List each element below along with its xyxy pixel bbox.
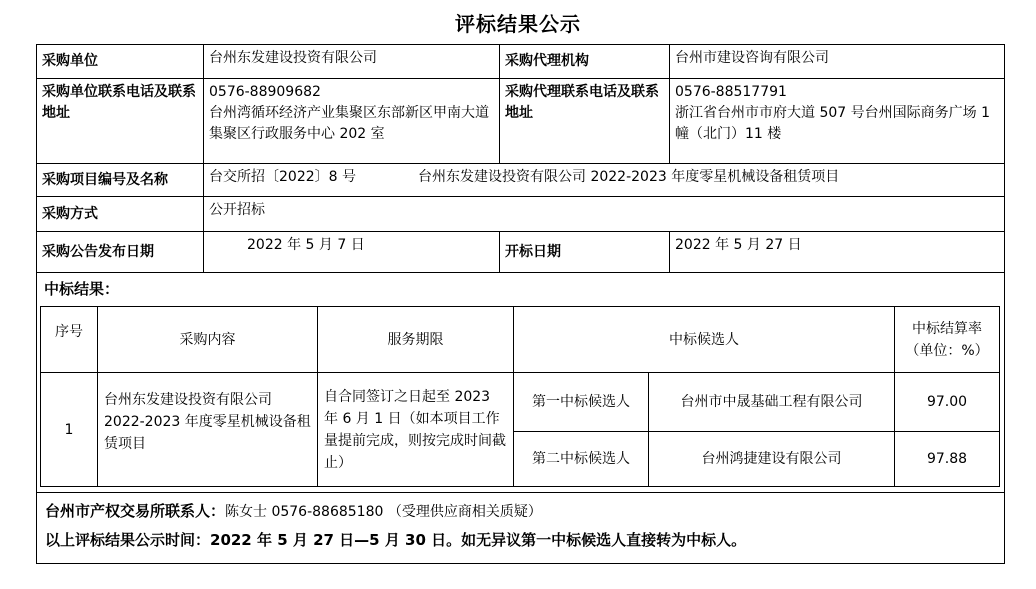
row-purchaser (37, 45, 1005, 79)
purchaser-phone: 0576-88909682 (209, 84, 321, 100)
header-rate: 中标结算率（单位：%） (895, 307, 1000, 373)
row-content: 台州东发建设投资有限公司 2022-2023 年度零星机械设备租赁项目 (98, 373, 318, 487)
header-period: 服务期限 (318, 307, 514, 373)
project-code: 台交所招〔2022〕8 号 (209, 169, 356, 185)
agency-contact-label: 采购代理联系电话及联系地址 (500, 79, 670, 164)
candidate-2-rate: 97.88 (895, 432, 1000, 487)
project-label: 采购项目编号及名称 (37, 164, 204, 197)
purchaser-label: 采购单位 (37, 45, 204, 79)
open-date-label: 开标日期 (500, 232, 670, 273)
row-results (37, 273, 1005, 493)
purchaser-contact-cell (204, 79, 500, 164)
candidate-2-name: 台州鸿捷建设有限公司 (649, 432, 895, 487)
candidate-1-rank: 第一中标候选人 (514, 373, 649, 432)
contact-label: 台州市产权交易所联系人： (45, 502, 226, 520)
row-no: 1 (41, 373, 98, 487)
purchaser-address: 台州湾循环经济产业集聚区东部新区甲南大道集聚区行政服务中心 202 室 (209, 105, 489, 142)
notice-date-label: 采购公告发布日期 (37, 232, 204, 273)
agency-address: 浙江省台州市市府大道 507 号台州国际商务广场 1 幢（北门）11 楼 (675, 105, 990, 142)
results-header-row (41, 307, 1000, 373)
agency-phone: 0576-88517791 (675, 84, 787, 100)
footer-cell (37, 493, 1005, 564)
project-name: 台州东发建设投资有限公司 2022-2023 年度零星机械设备租赁项目 (418, 169, 840, 185)
row-dates (37, 232, 1005, 273)
purchaser-contact-label: 采购单位联系电话及联系地址 (37, 79, 204, 164)
table-row (41, 373, 1000, 432)
publicity-text: 以上评标结果公示时间：2022 年 5 月 27 日—5 月 30 日。如无异议第一中标候选人直接转为中标人。 (45, 531, 747, 549)
row-project (37, 164, 1005, 197)
project-cell (204, 164, 1005, 197)
row-period: 自合同签订之日起至 2023 年 6 月 1 日（如本项目工作量提前完成，则按完成时间截止） (318, 373, 514, 487)
agency-label: 采购代理机构 (500, 45, 670, 79)
info-table (36, 44, 1005, 564)
agency-contact-cell (670, 79, 1005, 164)
results-label: 中标结果： (44, 280, 120, 298)
purchaser-value: 台州东发建设投资有限公司 (204, 45, 500, 79)
method-value: 公开招标 (204, 197, 1005, 232)
candidate-1-rate: 97.00 (895, 373, 1000, 432)
row-method (37, 197, 1005, 232)
page-title: 评标结果公示 (455, 12, 581, 36)
candidate-1-name: 台州市中晟基础工程有限公司 (649, 373, 895, 432)
notice-date-cell (204, 232, 500, 273)
exchange-contact (41, 497, 1000, 526)
results-cell (37, 273, 1005, 493)
notice-date: 2022 年 5 月 7 日 (247, 237, 365, 253)
candidate-2-rank: 第二中标候选人 (514, 432, 649, 487)
publicity-period (41, 526, 1000, 555)
header-content: 采购内容 (98, 307, 318, 373)
agency-value: 台州市建设咨询有限公司 (670, 45, 1005, 79)
header-candidate: 中标候选人 (514, 307, 895, 373)
header-no: 序号 (41, 307, 98, 373)
results-table (40, 306, 1000, 487)
row-footer (37, 493, 1005, 564)
row-contact (37, 79, 1005, 164)
open-date: 2022 年 5 月 27 日 (670, 232, 1005, 273)
method-label: 采购方式 (37, 197, 204, 232)
contact-value: 陈女士 0576-88685180 （受理供应商相关质疑） (225, 504, 542, 520)
